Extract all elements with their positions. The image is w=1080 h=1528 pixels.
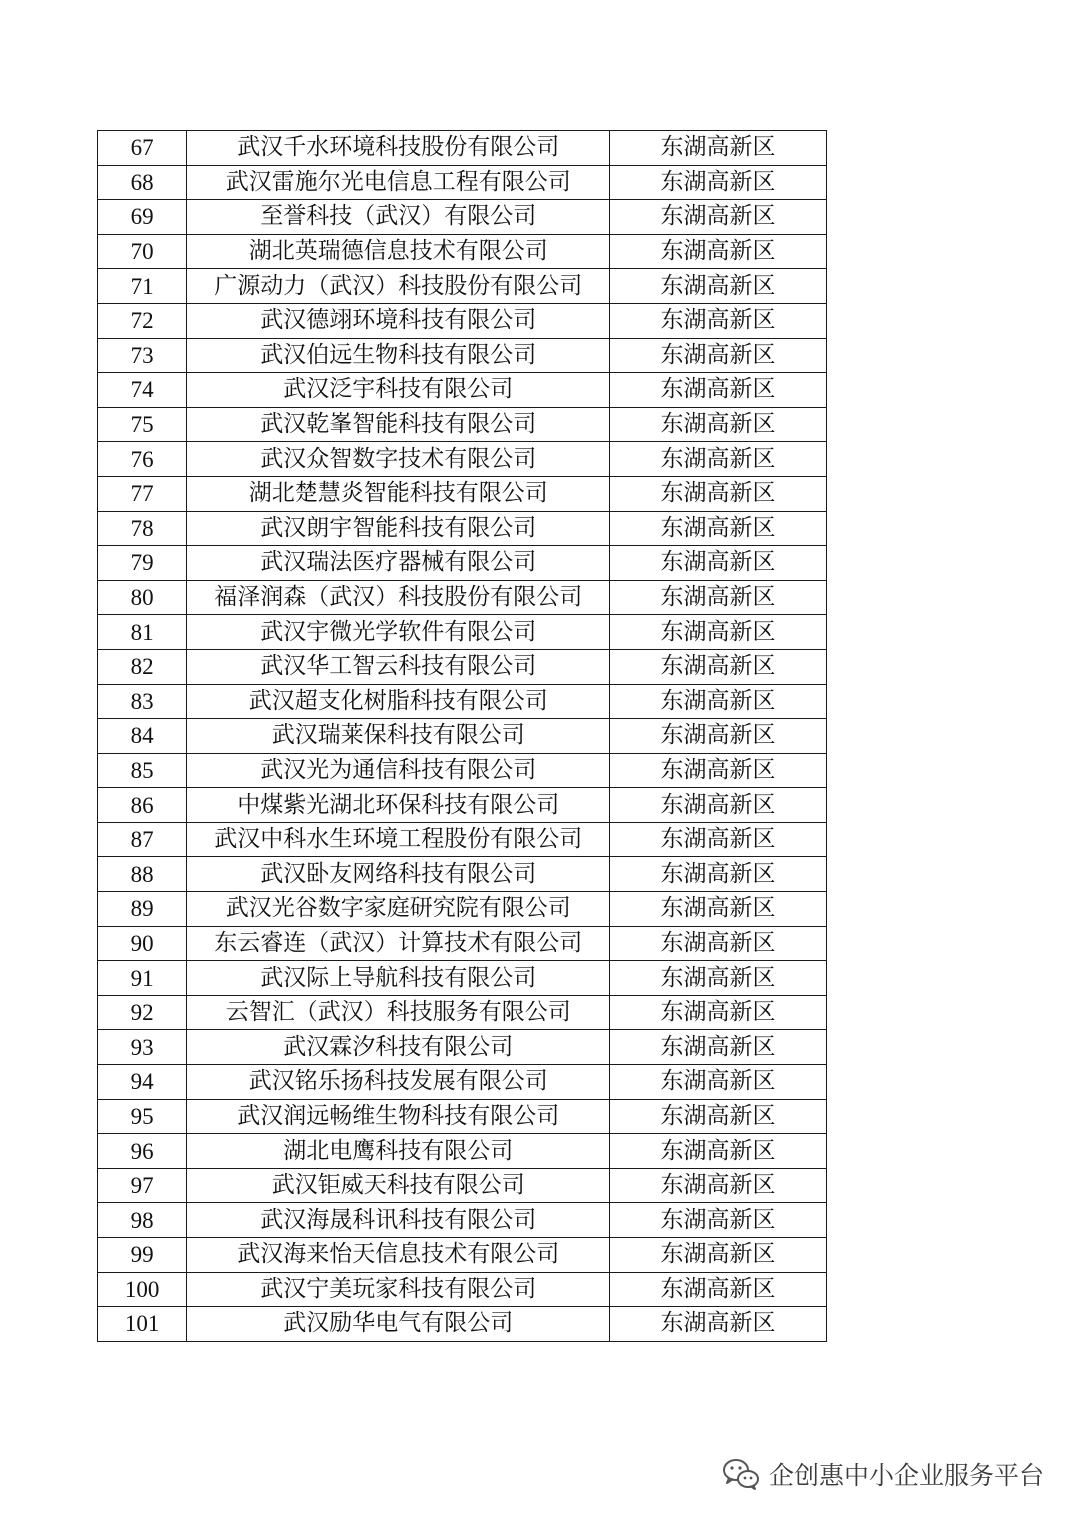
table-body <box>98 131 827 1342</box>
table-row <box>98 684 827 719</box>
company-name: 武汉德翊环境科技有限公司 <box>187 303 610 338</box>
row-number: 75 <box>98 407 187 442</box>
district: 东湖高新区 <box>610 857 827 892</box>
company-name: 武汉海晟科讯科技有限公司 <box>187 1203 610 1238</box>
company-name: 武汉霖汐科技有限公司 <box>187 1030 610 1065</box>
table-row <box>98 511 827 546</box>
row-number: 90 <box>98 926 187 961</box>
district: 东湖高新区 <box>610 822 827 857</box>
row-number: 82 <box>98 649 187 684</box>
district: 东湖高新区 <box>610 1168 827 1203</box>
table-row <box>98 442 827 477</box>
company-name: 武汉中科水生环境工程股份有限公司 <box>187 822 610 857</box>
row-number: 83 <box>98 684 187 719</box>
district: 东湖高新区 <box>610 719 827 754</box>
company-name: 武汉铭乐扬科技发展有限公司 <box>187 1065 610 1100</box>
company-name: 湖北电鹰科技有限公司 <box>187 1134 610 1169</box>
row-number: 78 <box>98 511 187 546</box>
row-number: 68 <box>98 165 187 200</box>
company-name: 湖北英瑞德信息技术有限公司 <box>187 234 610 269</box>
row-number: 99 <box>98 1238 187 1273</box>
row-number: 72 <box>98 303 187 338</box>
row-number: 70 <box>98 234 187 269</box>
district: 东湖高新区 <box>610 131 827 166</box>
company-name: 中煤紫光湖北环保科技有限公司 <box>187 788 610 823</box>
watermark <box>721 1452 1044 1496</box>
row-number: 96 <box>98 1134 187 1169</box>
row-number: 92 <box>98 995 187 1030</box>
district: 东湖高新区 <box>610 961 827 996</box>
watermark-text: 企创惠中小企业服务平台 <box>768 1461 1044 1490</box>
table-row <box>98 373 827 408</box>
table-row <box>98 1203 827 1238</box>
table-row <box>98 719 827 754</box>
table-row <box>98 753 827 788</box>
row-number: 91 <box>98 961 187 996</box>
district: 东湖高新区 <box>610 995 827 1030</box>
company-name: 武汉朗宇智能科技有限公司 <box>187 511 610 546</box>
table-row <box>98 1238 827 1273</box>
row-number: 100 <box>98 1272 187 1307</box>
table-row <box>98 1168 827 1203</box>
district: 东湖高新区 <box>610 684 827 719</box>
district: 东湖高新区 <box>610 511 827 546</box>
company-name: 东云睿连（武汉）计算技术有限公司 <box>187 926 610 961</box>
company-name: 武汉宇微光学软件有限公司 <box>187 615 610 650</box>
row-number: 85 <box>98 753 187 788</box>
table-row <box>98 649 827 684</box>
table-row <box>98 857 827 892</box>
district: 东湖高新区 <box>610 165 827 200</box>
table-row <box>98 892 827 927</box>
table-row <box>98 165 827 200</box>
company-name: 武汉瑞莱保科技有限公司 <box>187 719 610 754</box>
district: 东湖高新区 <box>610 234 827 269</box>
company-name: 武汉光为通信科技有限公司 <box>187 753 610 788</box>
company-name: 武汉华工智云科技有限公司 <box>187 649 610 684</box>
row-number: 88 <box>98 857 187 892</box>
row-number: 95 <box>98 1099 187 1134</box>
district: 东湖高新区 <box>610 892 827 927</box>
row-number: 93 <box>98 1030 187 1065</box>
row-number: 87 <box>98 822 187 857</box>
table-row <box>98 200 827 235</box>
company-name: 至誉科技（武汉）有限公司 <box>187 200 610 235</box>
company-name: 福泽润森（武汉）科技股份有限公司 <box>187 580 610 615</box>
row-number: 74 <box>98 373 187 408</box>
row-number: 94 <box>98 1065 187 1100</box>
company-name: 武汉海来怡天信息技术有限公司 <box>187 1238 610 1273</box>
district: 东湖高新区 <box>610 788 827 823</box>
table-row <box>98 1065 827 1100</box>
table-row <box>98 615 827 650</box>
table-row <box>98 788 827 823</box>
company-name: 武汉泛宇科技有限公司 <box>187 373 610 408</box>
row-number: 69 <box>98 200 187 235</box>
district: 东湖高新区 <box>610 373 827 408</box>
table-row <box>98 995 827 1030</box>
company-name: 武汉雷施尔光电信息工程有限公司 <box>187 165 610 200</box>
company-name: 武汉励华电气有限公司 <box>187 1307 610 1342</box>
company-name: 武汉超支化树脂科技有限公司 <box>187 684 610 719</box>
company-name: 武汉润远畅维生物科技有限公司 <box>187 1099 610 1134</box>
row-number: 76 <box>98 442 187 477</box>
row-number: 71 <box>98 269 187 304</box>
table-row <box>98 580 827 615</box>
company-name: 武汉宁美玩家科技有限公司 <box>187 1272 610 1307</box>
table-row <box>98 1307 827 1342</box>
row-number: 89 <box>98 892 187 927</box>
company-name: 武汉光谷数字家庭研究院有限公司 <box>187 892 610 927</box>
row-number: 79 <box>98 546 187 581</box>
row-number: 67 <box>98 131 187 166</box>
row-number: 77 <box>98 476 187 511</box>
district: 东湖高新区 <box>610 649 827 684</box>
table-row <box>98 1272 827 1307</box>
company-name: 湖北楚慧炎智能科技有限公司 <box>187 476 610 511</box>
company-name: 武汉伯远生物科技有限公司 <box>187 338 610 373</box>
table-row <box>98 234 827 269</box>
district: 东湖高新区 <box>610 1030 827 1065</box>
district: 东湖高新区 <box>610 1203 827 1238</box>
table-row <box>98 338 827 373</box>
company-name: 武汉瑞法医疗器械有限公司 <box>187 546 610 581</box>
company-name: 武汉钜威天科技有限公司 <box>187 1168 610 1203</box>
district: 东湖高新区 <box>610 1272 827 1307</box>
table-row <box>98 303 827 338</box>
district: 东湖高新区 <box>610 1065 827 1100</box>
row-number: 80 <box>98 580 187 615</box>
district: 东湖高新区 <box>610 1099 827 1134</box>
company-name: 武汉乾峯智能科技有限公司 <box>187 407 610 442</box>
district: 东湖高新区 <box>610 1307 827 1342</box>
row-number: 84 <box>98 719 187 754</box>
company-name: 武汉千水环境科技股份有限公司 <box>187 131 610 166</box>
district: 东湖高新区 <box>610 1134 827 1169</box>
district: 东湖高新区 <box>610 303 827 338</box>
table-row <box>98 269 827 304</box>
wechat-icon <box>721 1457 761 1491</box>
district: 东湖高新区 <box>610 580 827 615</box>
district: 东湖高新区 <box>610 476 827 511</box>
district: 东湖高新区 <box>610 269 827 304</box>
table-row <box>98 546 827 581</box>
row-number: 98 <box>98 1203 187 1238</box>
district: 东湖高新区 <box>610 1238 827 1273</box>
table-row <box>98 476 827 511</box>
district: 东湖高新区 <box>610 442 827 477</box>
table-row <box>98 1134 827 1169</box>
district: 东湖高新区 <box>610 407 827 442</box>
row-number: 86 <box>98 788 187 823</box>
row-number: 81 <box>98 615 187 650</box>
district: 东湖高新区 <box>610 753 827 788</box>
district: 东湖高新区 <box>610 200 827 235</box>
district: 东湖高新区 <box>610 926 827 961</box>
table-row <box>98 131 827 166</box>
table-row <box>98 822 827 857</box>
company-name: 武汉卧友网络科技有限公司 <box>187 857 610 892</box>
row-number: 97 <box>98 1168 187 1203</box>
company-name: 广源动力（武汉）科技股份有限公司 <box>187 269 610 304</box>
district: 东湖高新区 <box>610 615 827 650</box>
row-number: 101 <box>98 1307 187 1342</box>
table-row <box>98 1030 827 1065</box>
table-row <box>98 926 827 961</box>
table-row <box>98 1099 827 1134</box>
table-row <box>98 961 827 996</box>
district: 东湖高新区 <box>610 338 827 373</box>
table-row <box>98 407 827 442</box>
company-name: 云智汇（武汉）科技服务有限公司 <box>187 995 610 1030</box>
district: 东湖高新区 <box>610 546 827 581</box>
company-list-table <box>97 130 827 1342</box>
row-number: 73 <box>98 338 187 373</box>
company-name: 武汉众智数字技术有限公司 <box>187 442 610 477</box>
company-name: 武汉际上导航科技有限公司 <box>187 961 610 996</box>
